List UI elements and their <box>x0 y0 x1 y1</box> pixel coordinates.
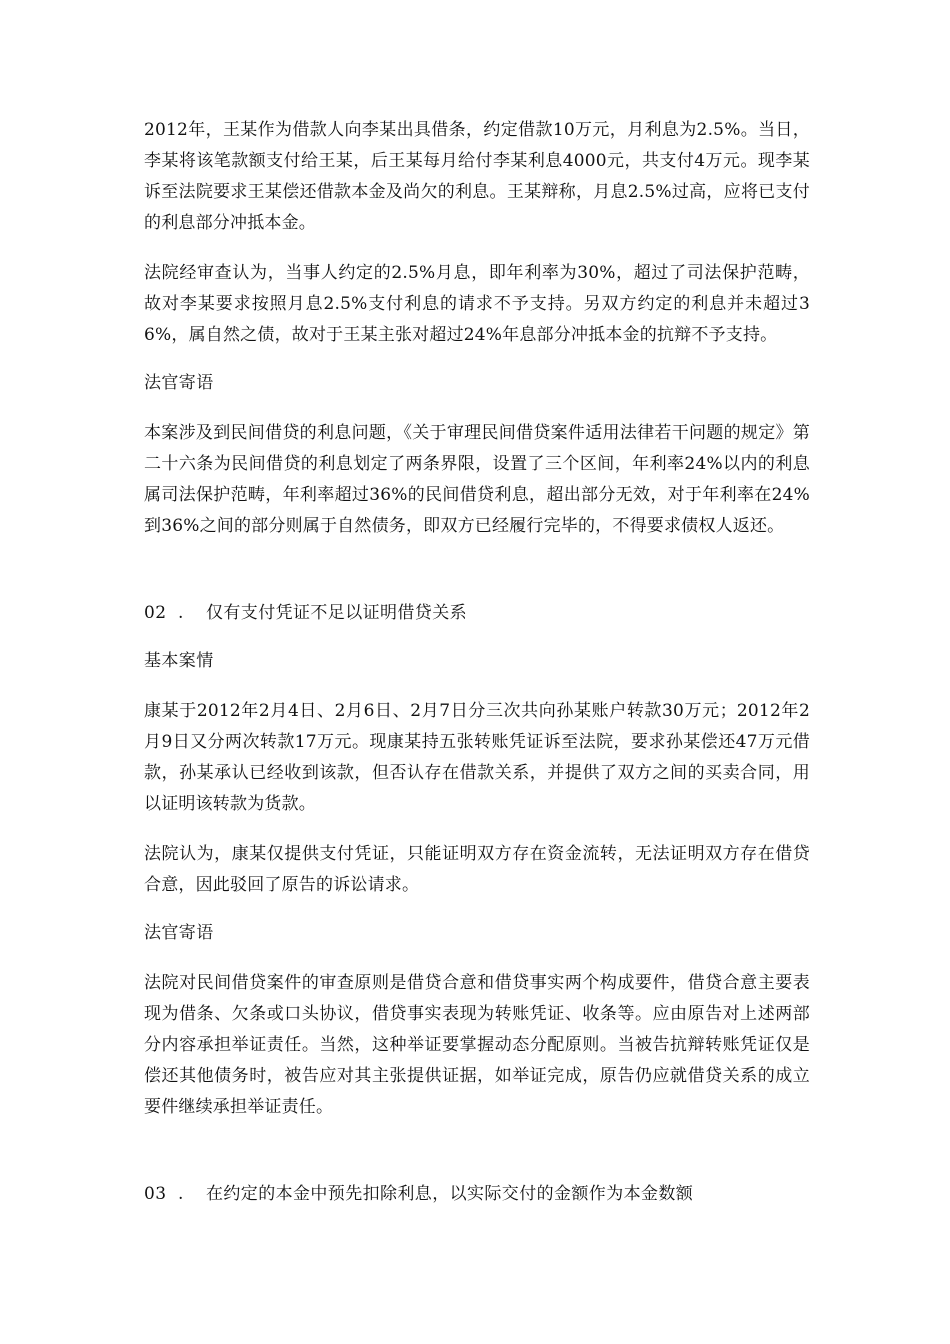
case01-judge-note-label: 法官寄语 <box>144 373 214 393</box>
document-body <box>144 115 810 1210</box>
case01-ruling-paragraph: 法院经审查认为，当事人约定的2.5%月息，即年利率为30%，超过了司法保护范畴，故对李某要求按照月息2.5%支付利息的请求不予支持。另双方约定的利息并未超过36%，属自然之债，故对于王某主张对超过24%年息部分冲抵本金的抗辩不予支持。 <box>144 263 810 345</box>
case02-heading <box>144 598 810 629</box>
case03-dot: . <box>178 1184 184 1204</box>
case02-judge-note-label: 法官寄语 <box>144 923 214 943</box>
case02-ruling-paragraph: 法院认为，康某仅提供支付凭证，只能证明双方存在资金流转，无法证明双方存在借贷合意，因此驳回了原告的诉讼请求。 <box>144 844 810 895</box>
case02-basic-label: 基本案情 <box>144 651 214 671</box>
case02-judge-note-paragraph: 法院对民间借贷案件的审查原则是借贷合意和借贷事实两个构成要件，借贷合意主要表现为借条、欠条或口头协议，借贷事实表现为转账凭证、收条等。应由原告对上述两部分内容承担举证责任。当然，这种举证要掌握动态分配原则。当被告抗辩转账凭证仅是偿还其他债务时，被告应对其主张提供证据，如举证完成，原告仍应就借贷关系的成立要件继续承担举证责任。 <box>144 973 810 1117</box>
case02-facts-paragraph: 康某于2012年2月4日、2月6日、2月7日分三次共向孙某账户转款30万元；2012年2月9日又分两次转款17万元。现康某持五张转账凭证诉至法院，要求孙某偿还47万元借款，孙某承认已经收到该款，但否认存在借款关系，并提供了双方之间的买卖合同，用以证明该转款为货款。 <box>144 701 810 814</box>
case03-title: 在约定的本金中预先扣除利息，以实际交付的金额作为本金数额 <box>206 1184 694 1204</box>
case02-number: 02 <box>144 603 167 623</box>
case03-number: 03 <box>144 1184 167 1204</box>
case01-facts-paragraph: 2012年，王某作为借款人向李某出具借条，约定借款10万元，月利息为2.5%。当日，李某将该笔款额支付给王某，后王某每月给付李某利息4000元，共支付4万元。现李某诉至法院要求王某偿还借款本金及尚欠的利息。王某辩称，月息2.5%过高，应将已支付的利息部分冲抵本金。 <box>144 120 810 233</box>
case02-title: 仅有支付凭证不足以证明借贷关系 <box>206 603 467 623</box>
case03-heading <box>144 1179 810 1210</box>
case02-dot: . <box>178 603 184 623</box>
case01-judge-note-paragraph: 本案涉及到民间借贷的利息问题，《关于审理民间借贷案件适用法律若干问题的规定》第二十六条为民间借贷的利息划定了两条界限，设置了三个区间，年利率24%以内的利息属司法保护范畴，年利率超过36%的民间借贷利息，超出部分无效，对于年利率在24%到36%之间的部分则属于自然债务，即双方已经履行完毕的，不得要求债权人返还。 <box>144 423 810 536</box>
